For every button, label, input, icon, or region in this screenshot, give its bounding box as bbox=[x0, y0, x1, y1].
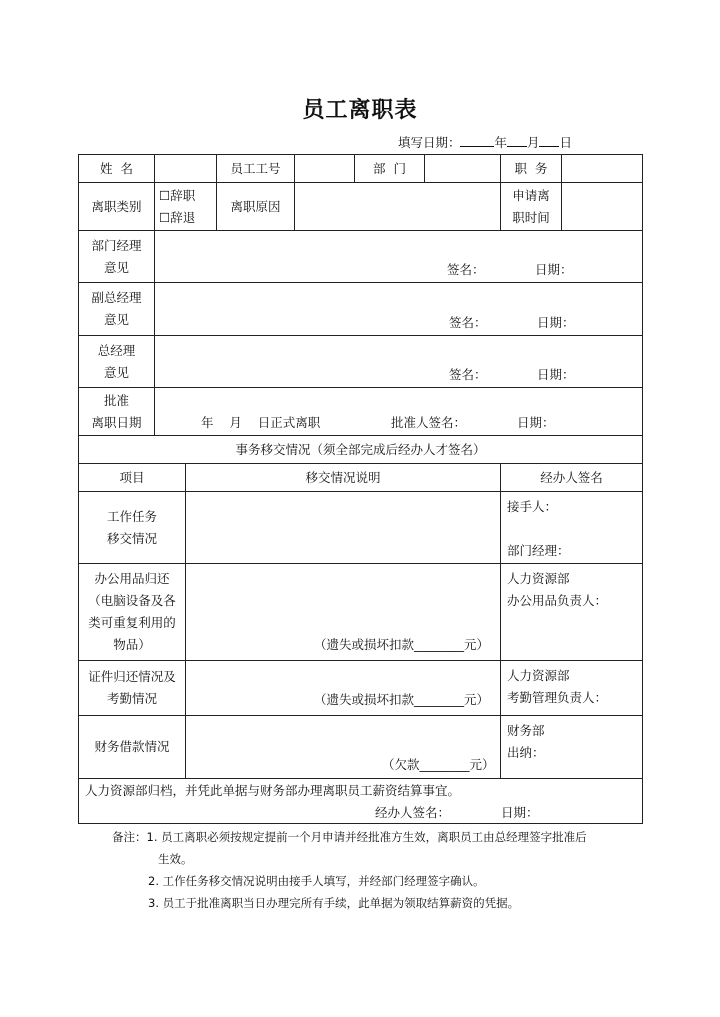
reason-field[interactable] bbox=[295, 183, 501, 231]
supplies-manager-label: 办公用品负责人： bbox=[507, 593, 608, 608]
opinion-field-vp[interactable] bbox=[155, 283, 643, 336]
opinion-label-dept bbox=[79, 231, 155, 283]
row-certificates-note[interactable] bbox=[186, 661, 501, 716]
month-blank[interactable] bbox=[507, 134, 527, 147]
archive-row[interactable] bbox=[79, 779, 643, 824]
header-signer: 经办人签名 bbox=[501, 464, 643, 492]
deduction-text: （遗失或损坏扣款________元） bbox=[314, 692, 490, 707]
finance-dept-label: 财务部 bbox=[507, 723, 545, 738]
item-line: 办公用品归还 bbox=[94, 571, 170, 586]
notes-prefix: 备注： bbox=[112, 830, 147, 844]
debt-text: （欠款________元） bbox=[382, 757, 495, 772]
handler-sign-label: 经办人签名： bbox=[375, 805, 451, 820]
row-finance-signer[interactable] bbox=[501, 716, 643, 779]
name-label: 姓 名 bbox=[79, 155, 155, 183]
apply-time-label bbox=[501, 183, 562, 231]
attendance-manager-label: 考勤管理负责人： bbox=[507, 690, 608, 705]
row-finance-note[interactable] bbox=[186, 716, 501, 779]
sign-label: 签名： bbox=[449, 367, 487, 382]
page-title: 员工离职表 bbox=[302, 98, 418, 123]
opinion-label-line1: 副总经理 bbox=[91, 290, 142, 305]
dept-field[interactable] bbox=[425, 155, 501, 183]
month-label: 月 bbox=[526, 135, 540, 150]
row-office-supplies-note[interactable] bbox=[186, 564, 501, 661]
notes bbox=[112, 826, 632, 914]
deduction-text: （遗失或损坏扣款________元） bbox=[314, 637, 490, 652]
fill-date-label: 填写日期： bbox=[397, 135, 461, 150]
row-certificates-item bbox=[79, 661, 186, 716]
note-1-cont: 生效。 bbox=[158, 852, 193, 866]
item-line: 物品） bbox=[113, 637, 151, 652]
dept-label: 部 门 bbox=[355, 155, 425, 183]
opinion-label-line2: 意见 bbox=[103, 364, 129, 380]
approval-label bbox=[79, 388, 155, 436]
approval-label-line2: 离职日期 bbox=[91, 414, 142, 430]
handover-section-title: 事务移交情况（须全部完成后经办人才签名） bbox=[79, 436, 643, 464]
opinion-label-line2: 意见 bbox=[103, 312, 129, 327]
day-label: 日 bbox=[559, 135, 572, 150]
opinion-label-line1: 总经理 bbox=[97, 342, 136, 358]
option-resign[interactable]: ☐辞职 bbox=[159, 187, 196, 203]
row-work-task-signer[interactable] bbox=[501, 492, 643, 564]
approval-date-text: 年 月 日正式离职 bbox=[201, 415, 321, 430]
apply-time-label-line1: 申请离 bbox=[512, 187, 550, 203]
day-blank[interactable] bbox=[539, 134, 559, 147]
opinion-field-dept[interactable] bbox=[155, 231, 643, 283]
note-3: 3. 员工于批准离职当日办理完所有手续，此单据为领取结算薪资的凭据。 bbox=[148, 896, 520, 910]
opinion-field-gm[interactable] bbox=[155, 336, 643, 388]
cashier-label: 出纳： bbox=[507, 745, 545, 760]
name-field[interactable] bbox=[155, 155, 217, 183]
year-label: 年 bbox=[494, 135, 507, 150]
opinion-label-gm bbox=[79, 336, 155, 388]
date-label: 日期： bbox=[537, 315, 575, 330]
note-1: 1. 员工离职必须按规定提前一个月申请并经批准方生效，离职员工由总经理签字批准后 bbox=[146, 830, 587, 844]
date-label: 日期： bbox=[537, 367, 575, 382]
item-line: 考勤情况 bbox=[106, 691, 157, 706]
hr-label: 人力资源部 bbox=[507, 571, 570, 586]
row-certificates-signer[interactable] bbox=[501, 661, 643, 716]
receiver-label: 接手人： bbox=[507, 499, 558, 514]
note-2: 2. 工作任务移交情况说明由接手人填写，并经部门经理签字确认。 bbox=[148, 874, 485, 888]
header-note: 移交情况说明 bbox=[186, 464, 501, 492]
position-field[interactable] bbox=[562, 155, 643, 183]
emp-no-label: 员工工号 bbox=[217, 155, 295, 183]
apply-time-field[interactable] bbox=[562, 183, 643, 231]
approval-date-label: 日期： bbox=[517, 415, 555, 430]
opinion-label-line1: 部门经理 bbox=[91, 237, 142, 253]
opinion-label-line2: 意见 bbox=[103, 259, 129, 275]
archive-text: 人力资源部归档，并凭此单据与财务部办理离职员工薪资结算事宜。 bbox=[85, 783, 461, 798]
apply-time-label-line2: 职时间 bbox=[512, 209, 550, 225]
type-options bbox=[155, 183, 217, 231]
type-label: 离职类别 bbox=[79, 183, 155, 231]
row-office-supplies-item bbox=[79, 564, 186, 661]
row-office-supplies-signer[interactable] bbox=[501, 564, 643, 661]
emp-no-field[interactable] bbox=[295, 155, 355, 183]
header-item: 项目 bbox=[79, 464, 186, 492]
date-label: 日期： bbox=[535, 262, 573, 277]
resignation-info-table bbox=[78, 154, 643, 436]
approval-field[interactable] bbox=[155, 388, 643, 436]
year-blank[interactable] bbox=[460, 134, 494, 147]
row-work-task-note[interactable] bbox=[186, 492, 501, 564]
position-label: 职 务 bbox=[501, 155, 562, 183]
handover-table bbox=[78, 435, 643, 824]
item-line: （电脑设备及各 bbox=[88, 593, 176, 608]
item-line: 工作任务 bbox=[106, 508, 157, 524]
item-line: 移交情况 bbox=[106, 530, 157, 546]
row-work-task-item bbox=[79, 492, 186, 564]
item-line: 证件归还情况及 bbox=[88, 669, 176, 684]
approver-sign-label: 批准人签名： bbox=[391, 415, 467, 430]
sign-label: 签名： bbox=[447, 262, 485, 277]
dept-manager-label: 部门经理： bbox=[507, 543, 570, 558]
reason-label: 离职原因 bbox=[217, 183, 295, 231]
sign-label: 签名： bbox=[449, 315, 487, 330]
opinion-label-vp bbox=[79, 283, 155, 336]
row-finance-item: 财务借款情况 bbox=[79, 716, 186, 779]
approval-label-line1: 批准 bbox=[103, 392, 129, 408]
option-dismiss[interactable]: ☐辞退 bbox=[159, 209, 196, 225]
fill-date bbox=[398, 133, 572, 151]
handler-date-label: 日期： bbox=[501, 805, 539, 820]
item-line: 类可重复利用的 bbox=[88, 615, 176, 630]
hr-label: 人力资源部 bbox=[507, 668, 570, 683]
